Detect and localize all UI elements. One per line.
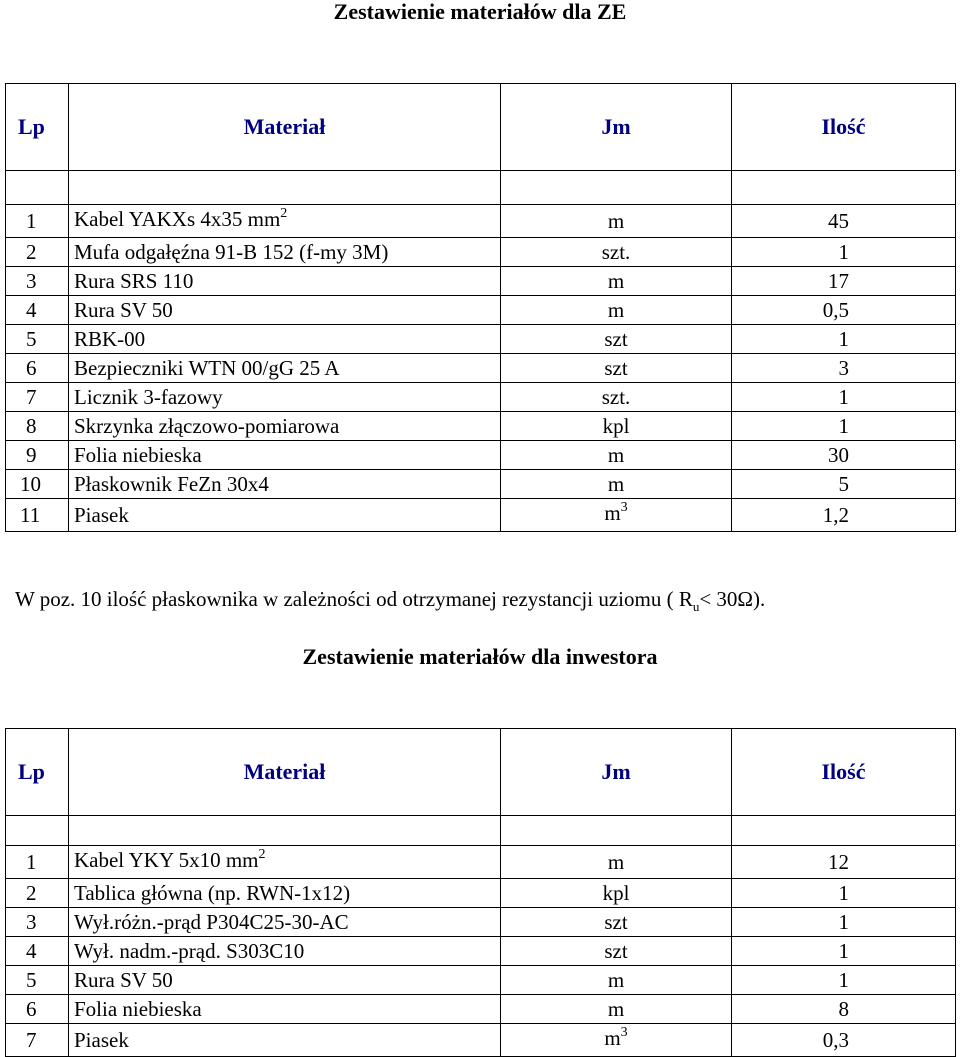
material-text: Bezpieczniki WTN 00/gG 25 A: [74, 356, 340, 380]
cell-lp: 1: [6, 846, 69, 879]
cell-material: [69, 412, 501, 441]
spacer-cell: [6, 816, 69, 846]
jm-text: m: [607, 850, 625, 874]
jm-text: m: [607, 269, 625, 293]
section-title-ze: Zestawienie materiałów dla ZE: [333, 0, 627, 24]
table-header-row: [6, 729, 956, 816]
cell-jm: [501, 499, 732, 532]
cell-material: [69, 441, 501, 470]
cell-lp: 6: [6, 995, 69, 1024]
header-jm: Jm: [501, 729, 732, 816]
material-superscript: 2: [280, 206, 288, 221]
note-subscript: u: [692, 599, 700, 614]
cell-jm: [501, 412, 732, 441]
cell-jm: [501, 267, 732, 296]
table-row: [6, 879, 956, 908]
material-superscript: 2: [258, 847, 266, 862]
table-row: [6, 966, 956, 995]
cell-jm: [501, 937, 732, 966]
cell-material: [69, 267, 501, 296]
spacer-cell: [732, 816, 956, 846]
cell-material: [69, 1024, 501, 1057]
cell-jm: [501, 470, 732, 499]
jm-text: m: [607, 298, 625, 322]
cell-jm: [501, 995, 732, 1024]
header-lp: Lp: [6, 729, 69, 816]
note-text-main: W poz. 10 ilość płaskownika w zależności od otrzymanej rezystancji uziomu ( R: [15, 587, 693, 611]
cell-ilosc: 17: [732, 267, 956, 296]
materials-table-ze-body: [6, 84, 956, 532]
material-text: Wył. nadm.-prąd. S303C10: [74, 939, 305, 963]
cell-ilosc: 1: [732, 908, 956, 937]
spacer-cell: [69, 171, 501, 205]
jm-text: kpl: [602, 881, 630, 905]
material-text: Kabel YAKXs 4x35 mm: [74, 207, 281, 231]
spacer-cell: [6, 171, 69, 205]
jm-text: m: [607, 472, 625, 496]
cell-ilosc: 1: [732, 879, 956, 908]
jm-text: kpl: [602, 414, 630, 438]
table-row: [6, 470, 956, 499]
material-text: Piasek: [74, 1028, 129, 1052]
cell-jm: [501, 238, 732, 267]
cell-lp: 8: [6, 412, 69, 441]
cell-lp: 7: [6, 1024, 69, 1057]
cell-ilosc: 1: [732, 383, 956, 412]
material-text: Rura SV 50: [74, 298, 173, 322]
cell-jm: [501, 846, 732, 879]
material-text: Folia niebieska: [74, 997, 202, 1021]
cell-lp: 11: [6, 499, 69, 532]
jm-text: szt: [604, 356, 628, 380]
material-text: Rura SV 50: [74, 968, 173, 992]
spacer-cell: [501, 171, 732, 205]
cell-lp: 5: [6, 966, 69, 995]
spacer-cell: [69, 816, 501, 846]
materials-table-inwestor: [5, 728, 956, 1057]
table-row: [6, 267, 956, 296]
cell-jm: [501, 205, 732, 238]
materials-table-ze: [5, 83, 956, 532]
material-text: Skrzynka złączowo-pomiarowa: [74, 414, 340, 438]
table-row: [6, 205, 956, 238]
table-row: [6, 383, 956, 412]
table-row: [6, 296, 956, 325]
table-header-row: [6, 84, 956, 171]
cell-lp: 3: [6, 267, 69, 296]
material-text: Kabel YKY 5x10 mm: [74, 848, 259, 872]
cell-ilosc: 0,5: [732, 296, 956, 325]
table-row: [6, 412, 956, 441]
header-jm: Jm: [501, 84, 732, 171]
jm-text: szt: [604, 910, 628, 934]
jm-text: m: [607, 209, 625, 233]
cell-material: [69, 325, 501, 354]
cell-lp: 6: [6, 354, 69, 383]
jm-text: szt: [604, 939, 628, 963]
cell-material: [69, 238, 501, 267]
jm-superscript: 3: [620, 500, 628, 515]
cell-ilosc: 1: [732, 966, 956, 995]
cell-ilosc: 5: [732, 470, 956, 499]
cell-jm: [501, 908, 732, 937]
header-material: Materiał: [69, 729, 501, 816]
cell-lp: 5: [6, 325, 69, 354]
cell-ilosc: 8: [732, 995, 956, 1024]
table-row: [6, 995, 956, 1024]
material-text: Wył.różn.-prąd P304C25-30-AC: [74, 910, 349, 934]
jm-text: szt: [604, 327, 628, 351]
cell-material: [69, 296, 501, 325]
cell-lp: 3: [6, 908, 69, 937]
cell-jm: [501, 354, 732, 383]
material-text: Licznik 3-fazowy: [74, 385, 223, 409]
cell-lp: 4: [6, 937, 69, 966]
cell-lp: 7: [6, 383, 69, 412]
cell-jm: [501, 441, 732, 470]
cell-ilosc: 1,2: [732, 499, 956, 532]
jm-superscript: 3: [620, 1025, 628, 1040]
table-row: [6, 1024, 956, 1057]
cell-jm: [501, 879, 732, 908]
header-material: Materiał: [69, 84, 501, 171]
cell-ilosc: 3: [732, 354, 956, 383]
cell-ilosc: 1: [732, 412, 956, 441]
table-row: [6, 238, 956, 267]
material-text: Rura SRS 110: [74, 269, 194, 293]
table-row: [6, 937, 956, 966]
material-text: Tablica główna (np. RWN-1x12): [74, 881, 351, 905]
cell-lp: 2: [6, 238, 69, 267]
cell-ilosc: 0,3: [732, 1024, 956, 1057]
table-row: [6, 846, 956, 879]
table-row: [6, 908, 956, 937]
header-ilosc: Ilość: [732, 84, 956, 171]
jm-text: m: [607, 968, 625, 992]
cell-material: [69, 966, 501, 995]
table-spacer-row: [6, 816, 956, 846]
cell-lp: 1: [6, 205, 69, 238]
material-text: Płaskownik FeZn 30x4: [74, 472, 269, 496]
cell-jm: [501, 383, 732, 412]
cell-material: [69, 908, 501, 937]
cell-lp: 4: [6, 296, 69, 325]
material-text: Piasek: [74, 503, 129, 527]
cell-material: [69, 470, 501, 499]
cell-material: [69, 937, 501, 966]
cell-lp: 10: [6, 470, 69, 499]
cell-ilosc: 1: [732, 325, 956, 354]
material-text: Mufa odgałęźna 91-B 152 (f-my 3M): [74, 240, 389, 264]
cell-ilosc: 45: [732, 205, 956, 238]
table-spacer-row: [6, 171, 956, 205]
cell-material: [69, 354, 501, 383]
materials-table-inwestor-body: [6, 729, 956, 1057]
note-text-end: < 30Ω).: [699, 587, 766, 611]
material-text: Folia niebieska: [74, 443, 202, 467]
cell-ilosc: 12: [732, 846, 956, 879]
cell-jm: [501, 325, 732, 354]
cell-lp: 9: [6, 441, 69, 470]
cell-material: [69, 846, 501, 879]
spacer-cell: [732, 171, 956, 205]
table-row: [6, 325, 956, 354]
cell-material: [69, 205, 501, 238]
cell-lp: 2: [6, 879, 69, 908]
header-ilosc: Ilość: [732, 729, 956, 816]
jm-text: m: [607, 443, 625, 467]
cell-material: [69, 499, 501, 532]
cell-material: [69, 995, 501, 1024]
table-row: [6, 441, 956, 470]
jm-text: m: [607, 997, 625, 1021]
jm-text: szt.: [601, 240, 631, 264]
cell-jm: [501, 1024, 732, 1057]
cell-ilosc: 1: [732, 937, 956, 966]
cell-ilosc: 1: [732, 238, 956, 267]
cell-jm: [501, 296, 732, 325]
cell-jm: [501, 966, 732, 995]
jm-text: m: [604, 501, 621, 525]
material-text: RBK-00: [74, 327, 146, 351]
cell-ilosc: 30: [732, 441, 956, 470]
table-row: [6, 354, 956, 383]
section-title-inwestor: Zestawienie materiałów dla inwestora: [302, 644, 658, 669]
jm-text: szt.: [601, 385, 631, 409]
note-text: [15, 586, 765, 615]
table-row: [6, 499, 956, 532]
header-lp: Lp: [6, 84, 69, 171]
jm-text: m: [604, 1026, 621, 1050]
cell-material: [69, 879, 501, 908]
spacer-cell: [501, 816, 732, 846]
cell-material: [69, 383, 501, 412]
